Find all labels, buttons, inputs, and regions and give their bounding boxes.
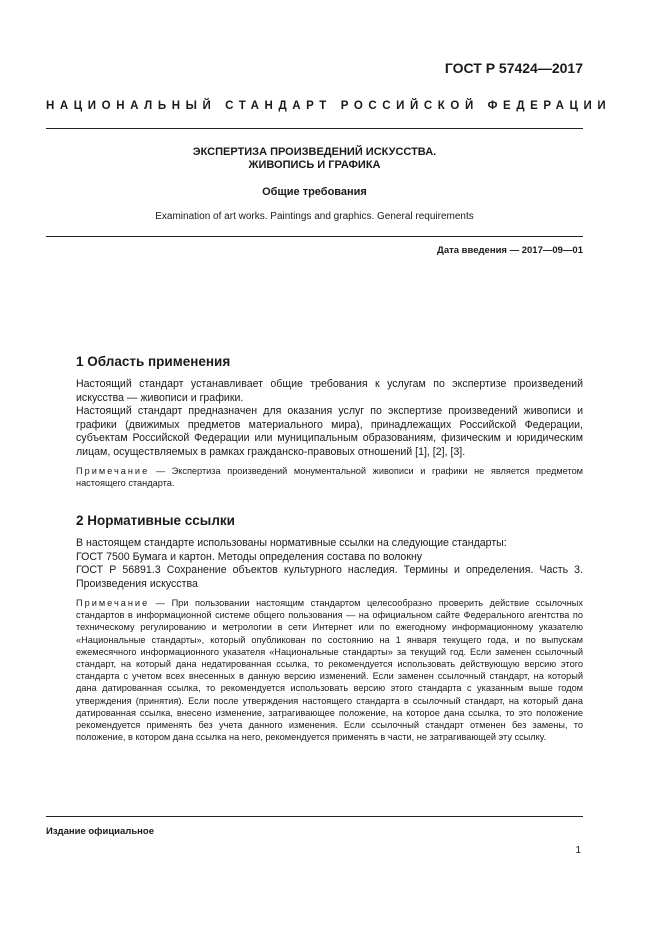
note-label: Примечание bbox=[76, 598, 150, 608]
section-1-body bbox=[76, 378, 583, 460]
gost-number: ГОСТ Р 57424—2017 bbox=[444, 60, 583, 76]
note-text: — При пользовании настоящим стандартом целесообразно проверить действие ссылочных стандартов в информационной системе общего пользования — на официальном сайте Федерального агентства по техническому регулированию и метрологии в сети Интернет или по ежегодному информационному указателю «Национальные стандарты», который опубликован по состоянию на 1 января текущего года, и по выпускам ежемесячного информационного указателя «Национальные стандарты» за текущий год. Если заменен ссылочный стандарт, на который дана недатированная ссылка, то рекомендуется использовать действующую версию этого стандарта с учетом всех внесенных в данную версию изменений. Если заменен ссылочный стандарт, на который дана датированная ссылка, то рекомендуется использовать версию этого стандарта с указанным выше годом утверждения (принятия). Если после утверждения настоящего стандарта в ссылочный стандарт, на который дана датированная ссылка, внесено изменение, затрагивающее положение, на которое дана ссылка, то это положение рекомендуется применять без учета данного изменения. Если ссылочный стандарт отменен без замены, то положение, в котором дана ссылка на него, рекомендуется применять в части, не затрагивающей эту ссылку. bbox=[76, 598, 583, 743]
footer-rule bbox=[46, 816, 583, 817]
section-2-intro: В настоящем стандарте использованы нормативные ссылки на следующие стандарты: bbox=[76, 537, 507, 549]
document-title bbox=[46, 146, 583, 172]
section-2-note bbox=[76, 597, 583, 743]
note-label: Примечание bbox=[76, 466, 150, 476]
national-standard-banner: НАЦИОНАЛЬНЫЙ СТАНДАРТ РОССИЙСКОЙ ФЕДЕРАЦИИ bbox=[46, 100, 612, 112]
section-1-paragraph-1: Настоящий стандарт устанавливает общие требования к услугам по экспертизе произведений искусства — живописи и графики. bbox=[76, 378, 583, 404]
section-1-heading: 1 Область применения bbox=[76, 354, 231, 369]
section-2-body bbox=[76, 537, 583, 591]
note-text: — Экспертиза произведений монументальной живописи и графики не является предметом настоящего стандарта. bbox=[76, 466, 583, 489]
page-number: 1 bbox=[575, 845, 581, 856]
title-line-2: ЖИВОПИСЬ И ГРАФИКА bbox=[248, 159, 381, 171]
english-title: Examination of art works. Paintings and graphics. General requirements bbox=[155, 211, 474, 222]
normative-reference-2: ГОСТ Р 56891.3 Сохранение объектов культурного наследия. Термины и определения. Часть 3. Произведения искусства bbox=[76, 564, 583, 590]
section-1-paragraph-2: Настоящий стандарт предназначен для оказания услуг по экспертизе произведений живописи и графики (движимых предметов материального мира), принадлежащих Российской Федерации, субъектам Российской Федерации или муниципальным образованиям, физическим и юридическим лицам, осуществляемых в рамках гражданско-правовых отношений [1], [2], [3]. bbox=[76, 405, 583, 458]
top-rule bbox=[46, 128, 583, 129]
normative-reference-1: ГОСТ 7500 Бумага и картон. Методы определения состава по волокну bbox=[76, 550, 423, 563]
section-1-note bbox=[76, 465, 583, 489]
section-2-heading: 2 Нормативные ссылки bbox=[76, 513, 235, 528]
introduction-date: Дата введения — 2017—09—01 bbox=[437, 245, 583, 256]
title-rule bbox=[46, 236, 583, 237]
title-line-1: ЭКСПЕРТИЗА ПРОИЗВЕДЕНИЙ ИСКУССТВА. bbox=[192, 146, 437, 158]
document-subtitle: Общие требования bbox=[262, 186, 367, 198]
official-edition-label: Издание официальное bbox=[46, 826, 154, 837]
